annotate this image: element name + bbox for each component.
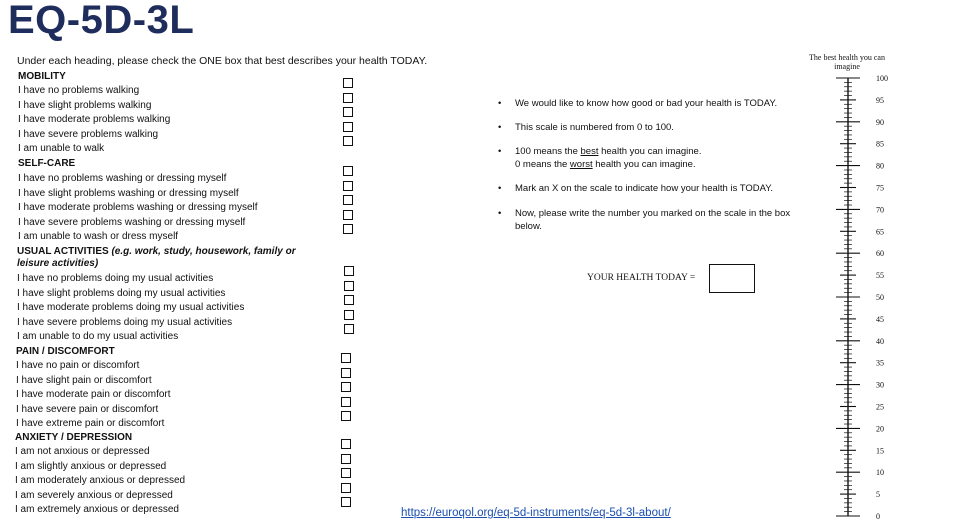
scale-label: 95 <box>876 95 884 105</box>
option-checkbox[interactable] <box>341 497 351 507</box>
scale-label: 70 <box>876 205 884 215</box>
health-today-label: YOUR HEALTH TODAY = <box>587 273 696 283</box>
option-checkbox[interactable] <box>343 93 353 103</box>
option-checkbox[interactable] <box>343 181 353 191</box>
bullet-icon: • <box>498 208 502 219</box>
option-label: I have severe problems doing my usual activities <box>17 316 233 328</box>
option-label: I have slight problems washing or dressing myself <box>18 187 239 199</box>
scale-label: 100 <box>876 74 888 83</box>
scale-label: 65 <box>876 227 884 237</box>
scale-label: 40 <box>876 336 884 346</box>
scale-label: 0 <box>876 512 880 521</box>
scale-label: 75 <box>876 183 884 193</box>
option-label: I am moderately anxious or depressed <box>15 475 186 487</box>
scale-label: 15 <box>876 446 884 456</box>
option-checkbox[interactable] <box>343 107 353 117</box>
scale-label: 30 <box>876 380 884 390</box>
questionnaire <box>0 0 470 525</box>
option-checkbox[interactable] <box>344 295 354 305</box>
option-checkbox[interactable] <box>344 310 354 320</box>
scale-label: 45 <box>876 314 884 324</box>
vas-instructions: • We would like to know how good or bad your health is TODAY. • This scale is numbered from 0 to 100. • 100 means the best health you can imagine. 0 means the worst health you can imagine. • Mark an X on the scale to indicate how your health is TODAY. • Now, please write the number you marked on the scale in the box below. YOUR HEALTH TODAY = <box>498 0 798 525</box>
scale-label: 35 <box>876 358 884 368</box>
option-checkbox[interactable] <box>344 266 354 276</box>
section-heading: MOBILITY <box>18 71 66 82</box>
option-label: I have no problems doing my usual activities <box>17 273 214 284</box>
option-label: I am unable to do my usual activities <box>17 331 179 343</box>
option-label: I have moderate problems walking <box>18 114 171 126</box>
vas-scale[interactable] <box>820 72 900 524</box>
option-checkbox[interactable] <box>341 483 351 493</box>
option-checkbox[interactable] <box>343 210 353 220</box>
scale-label: 80 <box>876 161 884 171</box>
option-label: I am unable to walk <box>18 143 105 155</box>
scale-label: 10 <box>876 468 884 478</box>
bullet-icon: • <box>498 146 502 157</box>
option-checkbox[interactable] <box>343 224 353 234</box>
source-link[interactable]: https://euroqol.org/eq-5d-instruments/eq-5d-3l-about/ <box>401 507 671 519</box>
option-checkbox[interactable] <box>343 78 353 88</box>
option-label: I am severely anxious or depressed <box>15 489 173 501</box>
option-checkbox[interactable] <box>341 353 351 363</box>
option-checkbox[interactable] <box>341 454 351 464</box>
scale-label: 60 <box>876 249 884 259</box>
option-checkbox[interactable] <box>341 382 351 392</box>
option-checkbox[interactable] <box>343 136 353 146</box>
option-checkbox[interactable] <box>343 166 353 176</box>
option-label: I have slight pain or discomfort <box>16 374 152 386</box>
instruction-text: Under each heading, please check the ONE box that best describes your health TODAY. <box>17 55 428 67</box>
option-label: I have no pain or discomfort <box>16 360 140 371</box>
option-label: I have severe problems washing or dressing myself <box>18 216 246 228</box>
scale-label: 5 <box>876 490 880 500</box>
section-heading: USUAL ACTIVITIES (e.g. work, study, housework, family or <box>17 246 296 257</box>
scale-label: 50 <box>876 293 884 302</box>
scale-label: 85 <box>876 139 884 149</box>
option-checkbox[interactable] <box>341 368 351 378</box>
option-checkbox[interactable] <box>344 324 354 334</box>
option-label: I have moderate pain or discomfort <box>16 389 171 401</box>
scale-label: 55 <box>876 271 884 281</box>
option-label: I have severe pain or discomfort <box>16 403 159 415</box>
option-checkbox[interactable] <box>344 281 354 291</box>
option-label: I have slight problems doing my usual activities <box>17 287 226 299</box>
option-label: I have moderate problems washing or dressing myself <box>18 202 258 214</box>
section-heading: ANXIETY / DEPRESSION <box>15 432 133 443</box>
option-label: I am not anxious or depressed <box>15 446 150 457</box>
option-checkbox[interactable] <box>341 397 351 407</box>
scale-label: 25 <box>876 402 884 412</box>
option-checkbox[interactable] <box>341 411 351 421</box>
scale-label: 20 <box>876 424 884 434</box>
section-heading: SELF-CARE <box>18 158 76 169</box>
option-label: I have severe problems walking <box>18 128 159 140</box>
section-heading: PAIN / DISCOMFORT <box>16 346 115 357</box>
option-label: I have slight problems walking <box>18 99 152 111</box>
option-label: I have no problems walking <box>18 85 140 96</box>
option-checkbox[interactable] <box>343 122 353 132</box>
bullet-icon: • <box>498 98 502 109</box>
section-heading-note: leisure activities) <box>17 258 99 269</box>
option-label: I have moderate problems doing my usual activities <box>17 302 245 314</box>
option-checkbox[interactable] <box>341 468 351 478</box>
option-label: I have no problems washing or dressing myself <box>18 173 227 184</box>
option-label: I am slightly anxious or depressed <box>15 460 167 472</box>
option-checkbox[interactable] <box>343 195 353 205</box>
option-label: I am extremely anxious or depressed <box>15 504 179 516</box>
bullet-icon: • <box>498 183 502 194</box>
scale-label: 90 <box>876 117 884 127</box>
health-today-input-box[interactable] <box>709 264 755 293</box>
scale-top-label: The best health you can imagine <box>809 53 885 71</box>
option-checkbox[interactable] <box>341 439 351 449</box>
option-label: I am unable to wash or dress myself <box>18 231 179 243</box>
page-title: EQ-5D-3L <box>8 0 195 42</box>
option-label: I have extreme pain or discomfort <box>16 418 165 430</box>
bullet-icon: • <box>498 122 502 133</box>
